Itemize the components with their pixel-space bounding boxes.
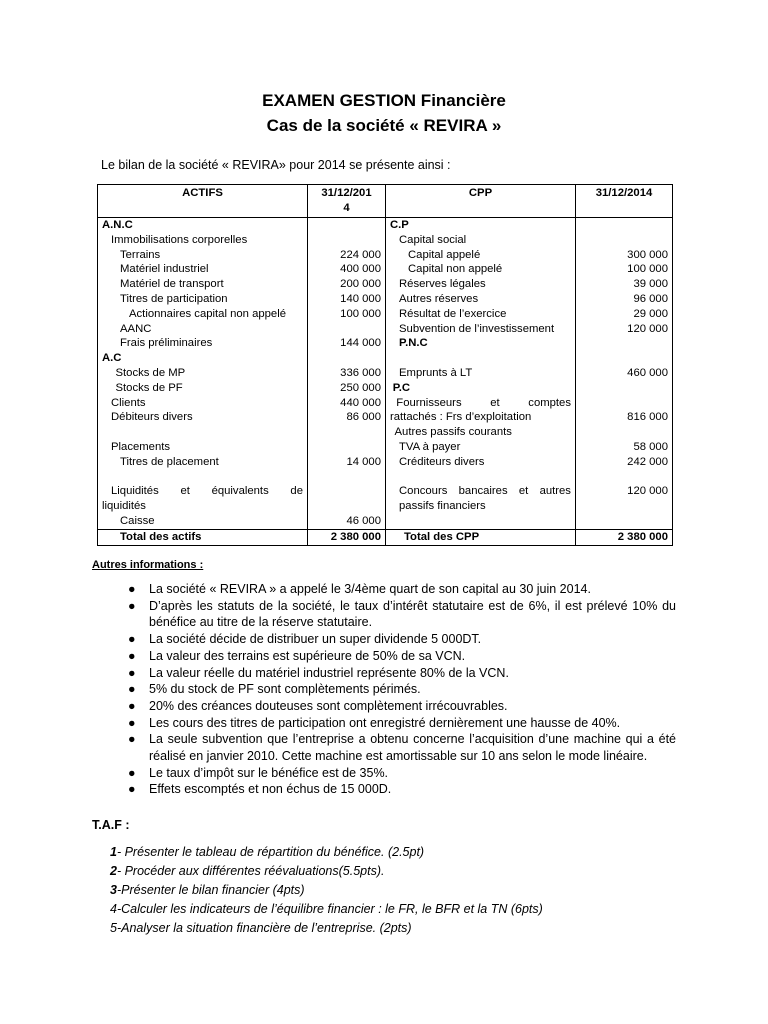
actifs-row-label: Titres de participation: [120, 292, 228, 305]
cpp-row-value: 242 000: [627, 455, 668, 468]
cpp-row-label: Autres réserves: [399, 292, 479, 305]
actifs-row-value: 440 000: [340, 396, 381, 409]
actifs-row-value: 140 000: [340, 292, 381, 305]
cpp-row-value: 100 000: [627, 263, 668, 276]
cpp-row-value: [580, 218, 668, 233]
other-info-list: [128, 581, 676, 798]
question-number: 2: [110, 864, 117, 878]
actifs-row-label: Liquidités et équivalents de: [111, 485, 303, 498]
cpp-values-column: [576, 218, 673, 530]
actifs-row-label: [102, 425, 303, 440]
actifs-row-value: 100 000: [340, 307, 381, 320]
list-item: ● La société « REVIRA » a appelé le 3/4ème quart de son capital au 30 juin 2014.: [128, 582, 591, 596]
question-number: 1: [110, 845, 117, 859]
other-info-heading: Autres informations :: [92, 559, 204, 571]
list-item: ● Les cours des titres de participation ont enregistré dernièrement une hausse de 40%.: [128, 715, 621, 730]
cpp-row-value: 120 000: [627, 322, 668, 335]
bullet-icon: ●: [128, 598, 136, 613]
cpp-row-label: Subvention de l’investissement: [399, 322, 555, 335]
bullet-icon: ●: [128, 732, 136, 747]
cpp-row-value: [580, 233, 668, 248]
intro-text: Le bilan de la société « REVIRA» pour 2014 se présente ainsi :: [101, 158, 451, 172]
question-item: 1- Présenter le tableau de répartition du bénéfice. (2.5pt): [110, 845, 425, 859]
actifs-row-value: [312, 470, 381, 485]
questions-list: [110, 843, 543, 938]
actifs-row-value: [312, 233, 381, 248]
exam-title: EXAMEN GESTION Financière: [262, 91, 506, 110]
balance-sheet-table: [97, 184, 673, 546]
actifs-row-value: [312, 351, 381, 366]
cpp-row-value: [580, 336, 668, 351]
cpp-row-label: Emprunts à LT: [399, 366, 473, 379]
actifs-labels-column: [98, 218, 308, 530]
list-item: ● La valeur des terrains est supérieure de 50% de sa VCN.: [128, 648, 466, 663]
cpp-row-label: C.P: [390, 219, 409, 231]
cpp-row-label: Capital appelé: [408, 248, 481, 261]
list-item: ● D’après les statuts de la société, le taux d’intérêt statutaire est de 6%, il est prélevé 10% du bénéfice au titre de la réserve statutaire.: [128, 598, 676, 630]
actifs-row-value: 46 000: [346, 514, 381, 527]
actifs-row-label: liquidités: [102, 500, 146, 513]
table-header-row: [98, 185, 673, 218]
total-cpp-label: Total des CPP: [386, 529, 576, 545]
question-number: 3: [110, 883, 117, 897]
cpp-row-label: Résultat de l’exercice: [399, 307, 507, 320]
cpp-row-value: 29 000: [633, 307, 668, 320]
cpp-row-label: Capital social: [399, 233, 467, 246]
cpp-row-value: 96 000: [633, 292, 668, 305]
question-item: 3-Présenter le bilan financier (4pts): [110, 883, 305, 897]
list-item: ● La valeur réelle du matériel industriel représente 80% de la VCN.: [128, 665, 509, 680]
actifs-row-label: Stocks de MP: [115, 366, 186, 379]
cpp-row-label: [390, 351, 571, 366]
cpp-row-label: Capital non appelé: [408, 263, 503, 276]
actifs-row-value: 250 000: [340, 381, 381, 394]
actifs-row-label: Stocks de PF: [115, 381, 183, 394]
question-item: 5-Analyser la situation financière de l’entreprise. (2pts): [110, 921, 412, 935]
cpp-row-label: Autres passifs courants: [394, 426, 512, 439]
actifs-row-label: A.N.C: [102, 219, 133, 231]
actifs-row-value: 86 000: [346, 411, 381, 424]
bullet-icon: ●: [128, 582, 136, 596]
cpp-row-label: [390, 470, 571, 485]
taf-heading: T.A.F :: [92, 818, 130, 832]
actifs-row-label: AANC: [120, 322, 152, 335]
actifs-row-value: [312, 484, 381, 499]
total-actifs-label: Total des actifs: [98, 529, 308, 545]
cpp-row-value: [580, 396, 668, 411]
actifs-values-column: [308, 218, 386, 530]
list-item: ● La seule subvention que l’entreprise a obtenu concerne l’acquisition d’une machine qui a été réalisé en janvier 2010. Cette machine est amortissable sur 10 ans selon le mode linéaire.: [128, 732, 676, 764]
cpp-row-label: Concours bancaires et autres: [399, 485, 571, 498]
bullet-icon: ●: [128, 648, 136, 663]
cpp-row-label: [390, 514, 571, 529]
actifs-row-label: Titres de placement: [120, 455, 219, 468]
list-item: ● 20% des créances douteuses sont complètement irrécouvrables.: [128, 698, 508, 713]
actifs-row-value: 14 000: [346, 455, 381, 468]
cpp-row-label: Réserves légales: [399, 278, 486, 291]
cpp-row-label: rattachés : Frs d’exploitation: [390, 411, 532, 424]
header-date-cpp: 31/12/2014: [576, 185, 673, 218]
cpp-row-label: TVA à payer: [399, 440, 461, 453]
actifs-row-label: A.C: [102, 352, 122, 365]
table-total-row: [98, 529, 673, 545]
cpp-row-label: P.N.C: [399, 337, 428, 350]
cpp-row-value: [580, 351, 668, 366]
bullet-icon: ●: [128, 632, 136, 647]
bullet-icon: ●: [128, 698, 136, 713]
cpp-row-value: 39 000: [633, 278, 668, 291]
actifs-row-value: [312, 425, 381, 440]
bullet-icon: ●: [128, 715, 136, 730]
actifs-row-value: 400 000: [340, 263, 381, 276]
header-actifs: ACTIFS: [98, 185, 308, 218]
list-item: ● Le taux d’impôt sur le bénéfice est de 35%.: [128, 765, 389, 780]
list-item: ● 5% du stock de PF sont complètements périmés.: [128, 682, 421, 697]
exam-subtitle: Cas de la société « REVIRA »: [266, 116, 502, 135]
list-item: ● La société décide de distribuer un super dividende 5 000DT.: [128, 632, 482, 647]
actifs-row-label: Matériel industriel: [120, 263, 209, 276]
bullet-icon: ●: [128, 665, 136, 680]
cpp-row-value: [580, 514, 668, 529]
cpp-row-value: 460 000: [627, 366, 668, 379]
cpp-row-label: Fournisseurs et comptes: [396, 396, 571, 409]
bullet-icon: ●: [128, 765, 136, 780]
total-cpp-value: 2 380 000: [576, 529, 673, 545]
actifs-row-label: Frais préliminaires: [120, 337, 213, 350]
bullet-icon: ●: [128, 682, 136, 697]
total-actifs-value: 2 380 000: [308, 529, 386, 545]
actifs-row-label: Matériel de transport: [120, 278, 224, 291]
actifs-row-label: Débiteurs divers: [111, 411, 193, 424]
bullet-icon: ●: [128, 782, 136, 797]
actifs-row-label: Terrains: [120, 248, 161, 261]
header-cpp: CPP: [386, 185, 576, 218]
actifs-row-value: 224 000: [340, 248, 381, 261]
actifs-row-value: 144 000: [340, 337, 381, 350]
actifs-row-label: Placements: [111, 440, 171, 453]
cpp-row-value: [580, 499, 668, 514]
actifs-row-label: Actionnaires capital non appelé: [129, 307, 287, 320]
question-item: 4-Calculer les indicateurs de l’équilibre financier : le FR, le BFR et la TN (6pts): [110, 902, 543, 916]
cpp-row-value: [580, 425, 668, 440]
actifs-row-value: [312, 322, 381, 337]
cpp-row-value: 120 000: [627, 485, 668, 498]
cpp-row-value: 58 000: [633, 440, 668, 453]
list-item: ● Effets escomptés et non échus de 15 000D.: [128, 782, 392, 797]
cpp-row-value: [580, 381, 668, 396]
actifs-row-value: [312, 440, 381, 455]
cpp-row-label: passifs financiers: [399, 500, 486, 513]
actifs-row-label: Caisse: [120, 514, 155, 527]
cpp-row-value: [580, 470, 668, 485]
actifs-row-label: Clients: [111, 396, 146, 409]
actifs-row-label: [102, 470, 303, 485]
table-body-row: [98, 218, 673, 530]
cpp-row-label: Créditeurs divers: [399, 455, 485, 468]
actifs-row-value: 336 000: [340, 366, 381, 379]
actifs-row-value: 200 000: [340, 278, 381, 291]
question-item: 2- Procéder aux différentes réévaluations(5.5pts).: [110, 864, 385, 878]
header-date-actifs-text: 31/12/201 4: [321, 187, 372, 214]
header-date-actifs: [308, 185, 386, 218]
cpp-row-label: P.C: [392, 381, 411, 394]
cpp-row-value: 816 000: [627, 411, 668, 424]
actifs-row-value: [312, 499, 381, 514]
cpp-labels-column: [386, 218, 576, 530]
cpp-row-value: 300 000: [627, 248, 668, 261]
actifs-row-value: [312, 218, 381, 233]
actifs-row-label: Immobilisations corporelles: [111, 233, 248, 246]
